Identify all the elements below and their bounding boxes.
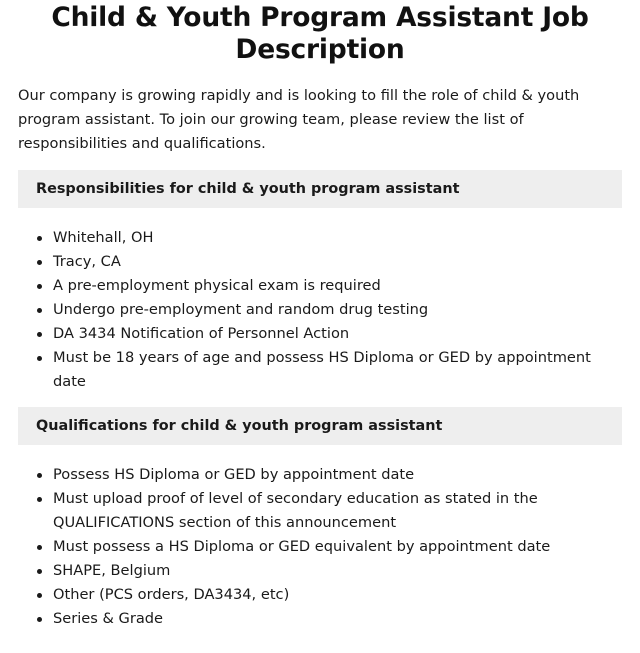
list-item: Must upload proof of level of secondary education as stated in the QUALIFICATIONS section of this announcement	[35, 487, 622, 535]
qualifications-list	[18, 463, 622, 631]
page-title: Child & Youth Program Assistant Job Description	[51, 2, 589, 65]
list-item: Whitehall, OH	[35, 226, 622, 250]
responsibilities-list	[18, 226, 622, 394]
list-item: Series & Grade	[35, 607, 622, 631]
list-item: Possess HS Diploma or GED by appointment date	[35, 463, 622, 487]
list-item: SHAPE, Belgium	[35, 559, 622, 583]
qualifications-heading: Qualifications for child & youth program assistant	[18, 407, 622, 445]
list-item: A pre-employment physical exam is required	[35, 274, 622, 298]
list-item: DA 3434 Notification of Personnel Action	[35, 322, 622, 346]
list-item: Must be 18 years of age and possess HS Diploma or GED by appointment date	[35, 346, 622, 394]
list-item: Must possess a HS Diploma or GED equivalent by appointment date	[35, 535, 622, 559]
list-item: Other (PCS orders, DA3434, etc)	[35, 583, 622, 607]
list-item: Tracy, CA	[35, 250, 622, 274]
responsibilities-heading: Responsibilities for child & youth program assistant	[18, 170, 622, 208]
list-item: Undergo pre-employment and random drug testing	[35, 298, 622, 322]
intro-paragraph: Our company is growing rapidly and is looking to fill the role of child & youth program assistant. To join our growing team, please review the list of responsibilities and qualifications.	[18, 87, 580, 152]
